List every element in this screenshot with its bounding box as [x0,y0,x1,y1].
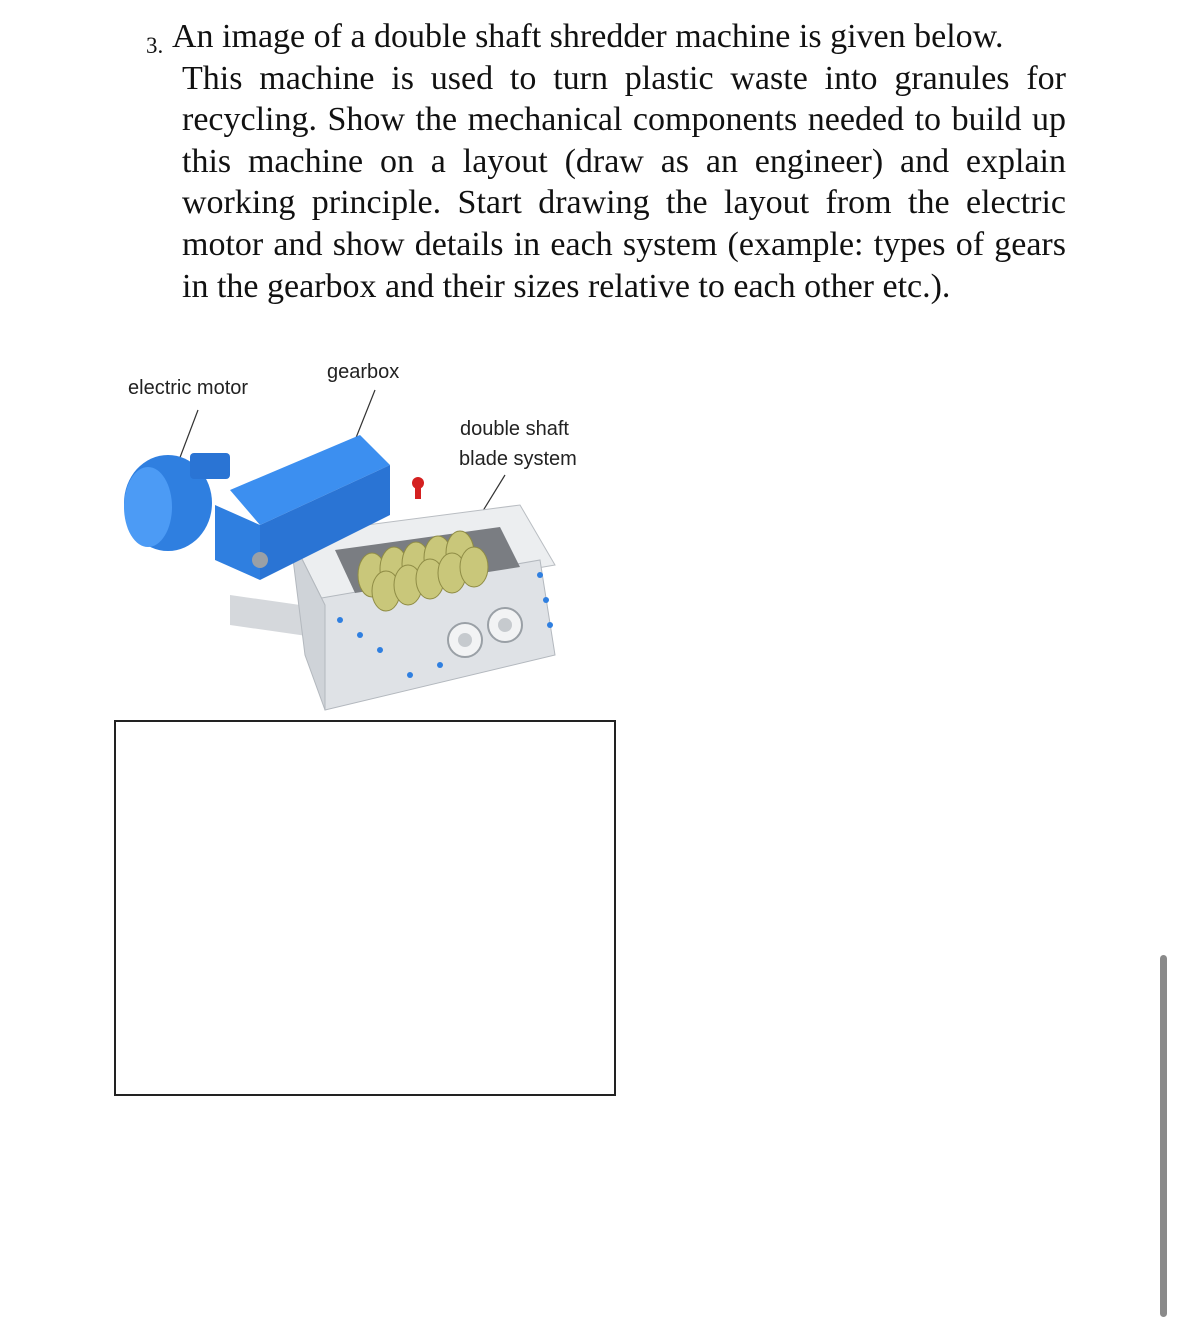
question-text [172,16,1066,307]
label-blade-line1: double shaft [460,418,569,440]
motor-terminal-box [190,453,230,479]
question-first-line: An image of a double shaft shredder machine is given below. [172,18,1004,55]
label-gearbox: gearbox [327,361,400,383]
shaft-end-right [498,618,512,632]
label-electric-motor: electric motor [128,377,249,399]
motor-endcap [124,467,172,547]
stop-button [412,477,424,489]
shredder-figure [110,355,630,725]
question [146,16,1066,307]
scrollbar[interactable] [1160,955,1167,1317]
shredder-machine-illustration [110,355,630,725]
answer-box[interactable] [114,720,616,1096]
question-number: 3. [146,33,164,58]
label-blade-line2: blade system [459,448,577,470]
question-body: This machine is used to turn plastic waste into granules for recycling. Show the mechanical components needed to build up this machine on a layout (draw as an engineer) and explain working principle. Start drawing the layout from the electric motor and show details in each system (example: types of gears in the gearbox and their sizes relative to each other etc.). [182,59,1066,305]
gearbox-bolt [252,552,268,568]
shaft-end-left [458,633,472,647]
